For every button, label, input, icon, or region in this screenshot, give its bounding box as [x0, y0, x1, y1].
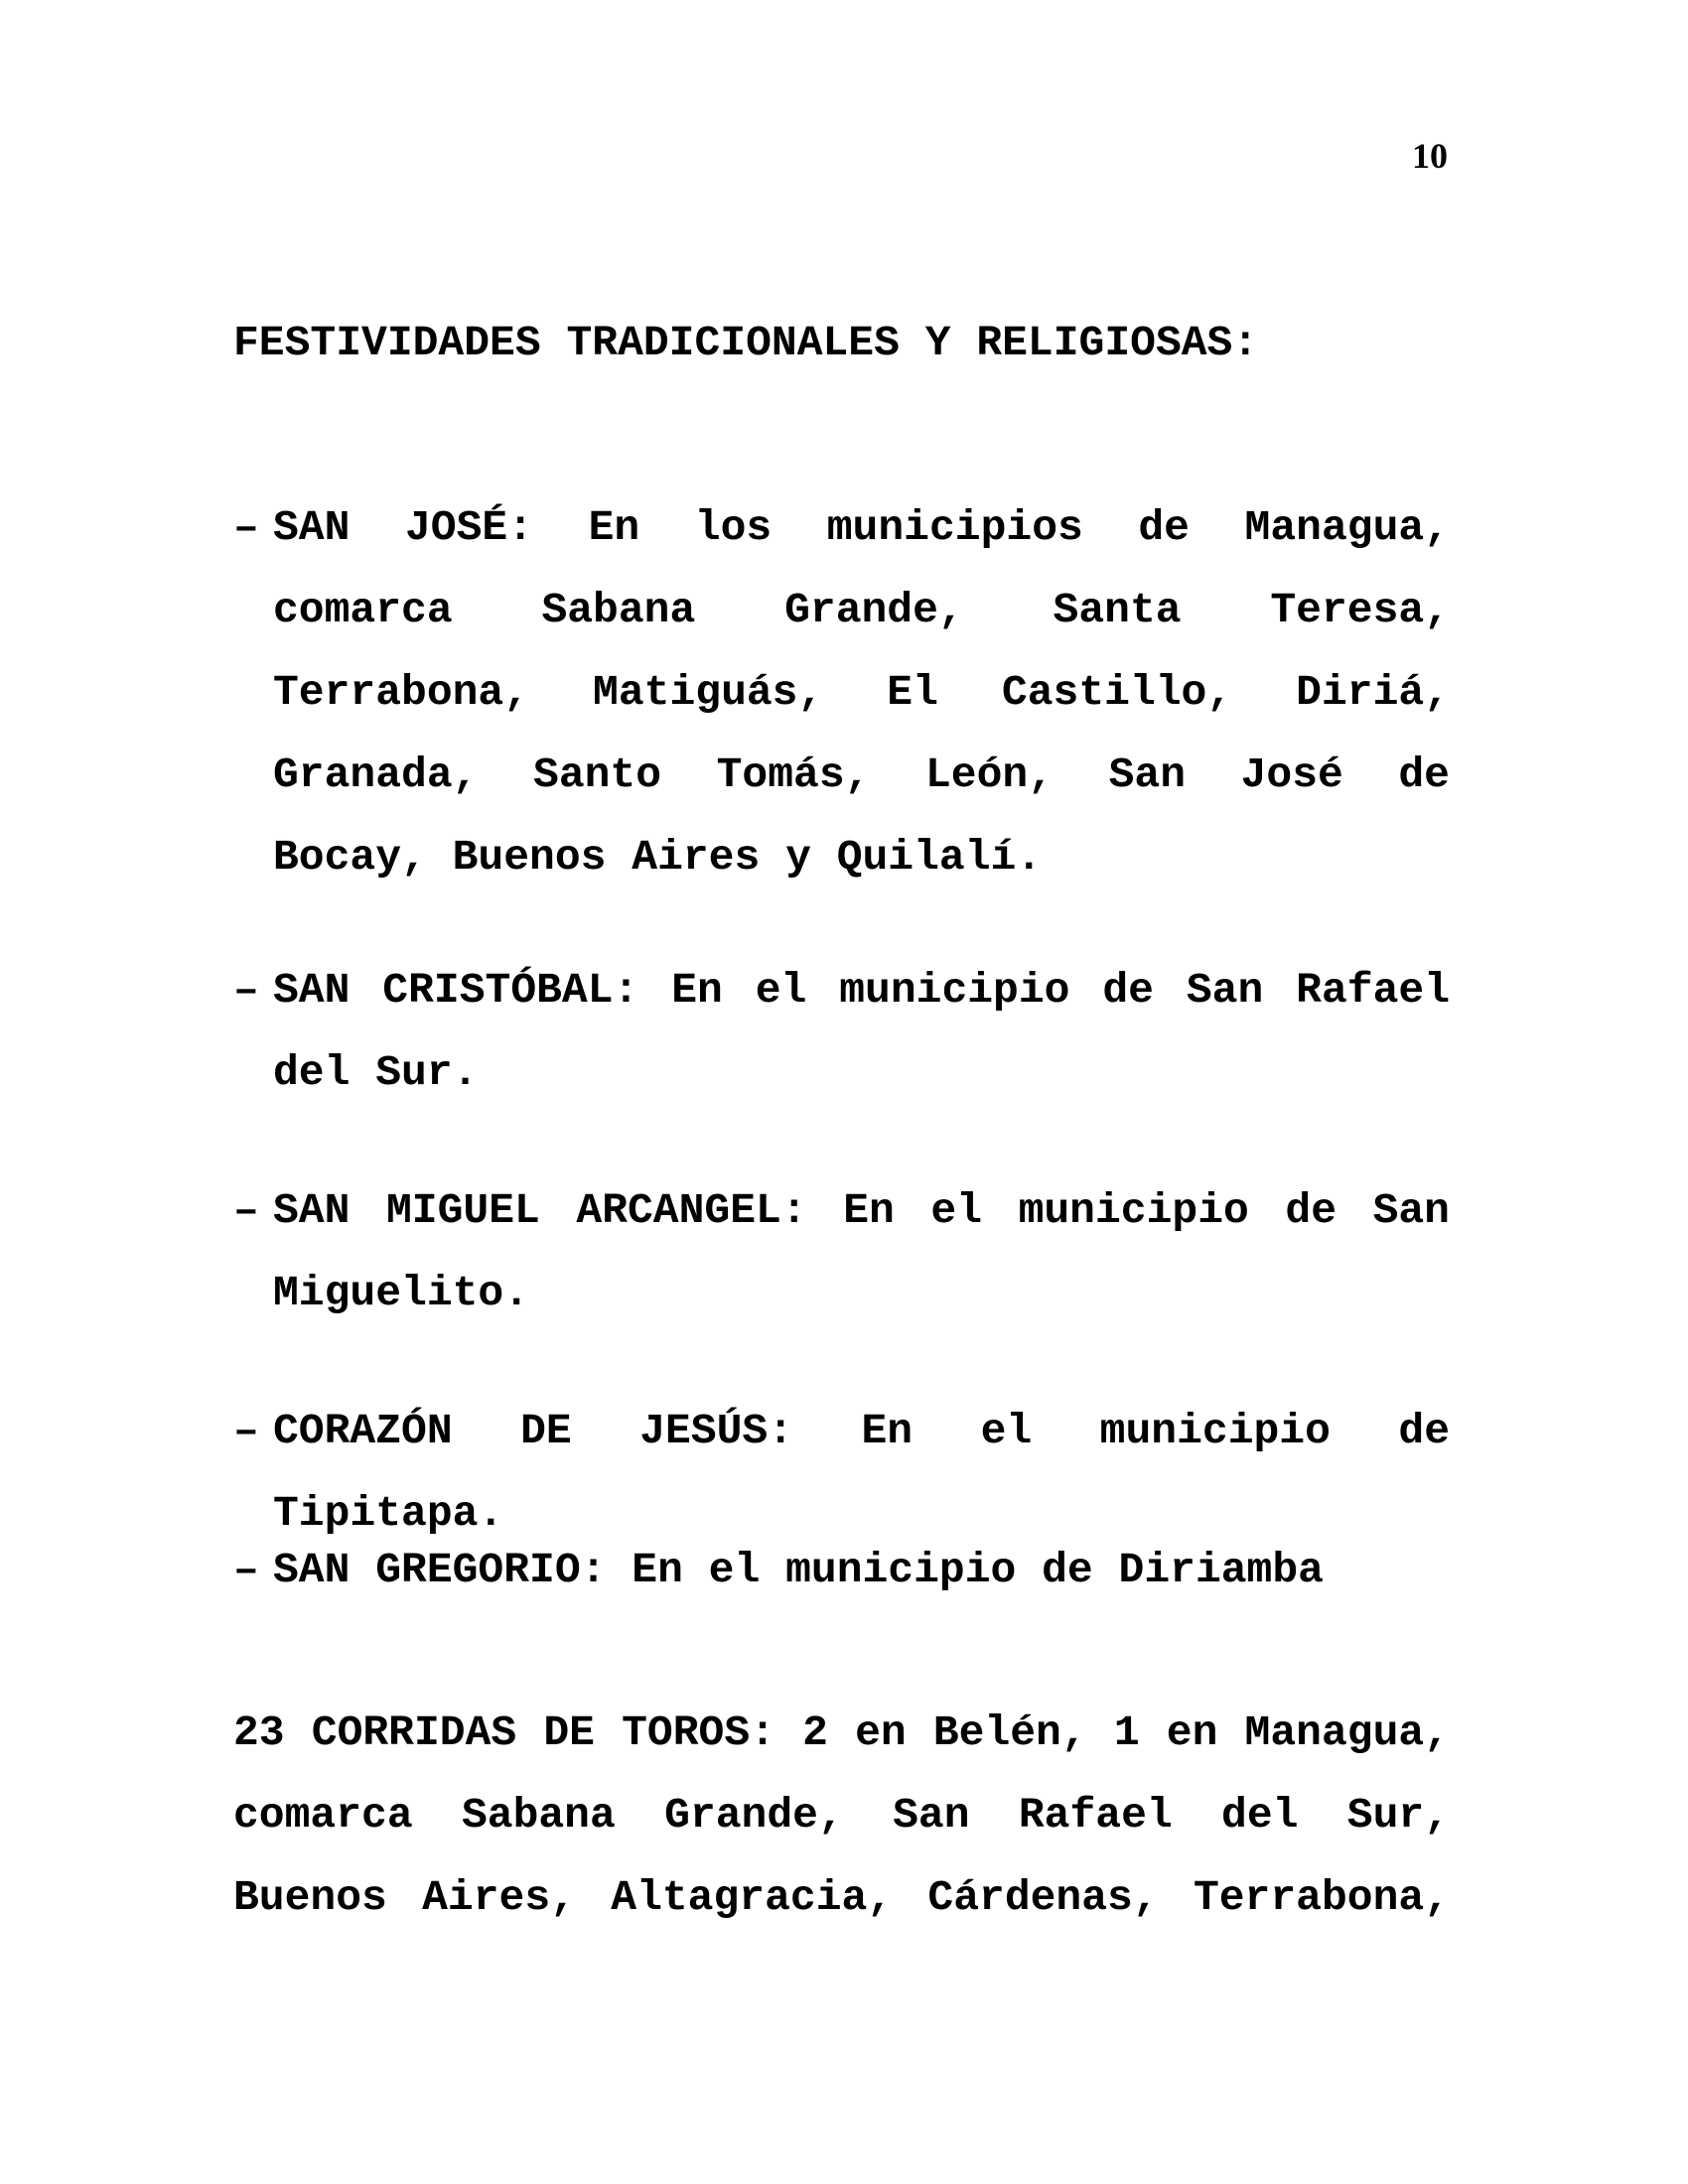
list-item [233, 949, 1450, 1114]
bullet-dash: – [233, 503, 259, 552]
bullet-dash: – [233, 1186, 259, 1235]
list-item-text: SAN JOSÉ: En los municipios de Managua, comarca Sabana Grande, Santa Teresa, Terrabona, Matiguás, El Castillo, Diriá, Granada, Santo Tomás, León, San José de Bocay, Buenos Aires y Quilalí. [273, 503, 1450, 882]
body-paragraph: 23 CORRIDAS DE TOROS: 2 en Belén, 1 en Managua, comarca Sabana Grande, San Rafael del Sur, Buenos Aires, Altagracia, Cárdenas, Terrabona, [233, 1708, 1450, 1922]
list-item [233, 1169, 1450, 1334]
list-item [233, 1529, 1450, 1611]
bullet-dash: – [233, 966, 259, 1015]
section-heading: FESTIVIDADES TRADICIONALES Y RELIGIOSAS: [233, 319, 1259, 367]
bullet-dash: – [233, 1407, 259, 1455]
list-item-text: CORAZÓN DE JESÚS: En el municipio de Tipitapa. [273, 1407, 1450, 1538]
list-item [233, 486, 1450, 898]
list-item-text: SAN MIGUEL ARCANGEL: En el municipio de San Miguelito. [273, 1186, 1450, 1317]
bullet-dash: – [233, 1546, 259, 1594]
page-number: 10 [1412, 136, 1448, 176]
list-item-text: SAN CRISTÓBAL: En el municipio de San Rafael del Sur. [273, 966, 1450, 1097]
list-item-text: SAN GREGORIO: En el municipio de Diriamba [273, 1546, 1324, 1594]
